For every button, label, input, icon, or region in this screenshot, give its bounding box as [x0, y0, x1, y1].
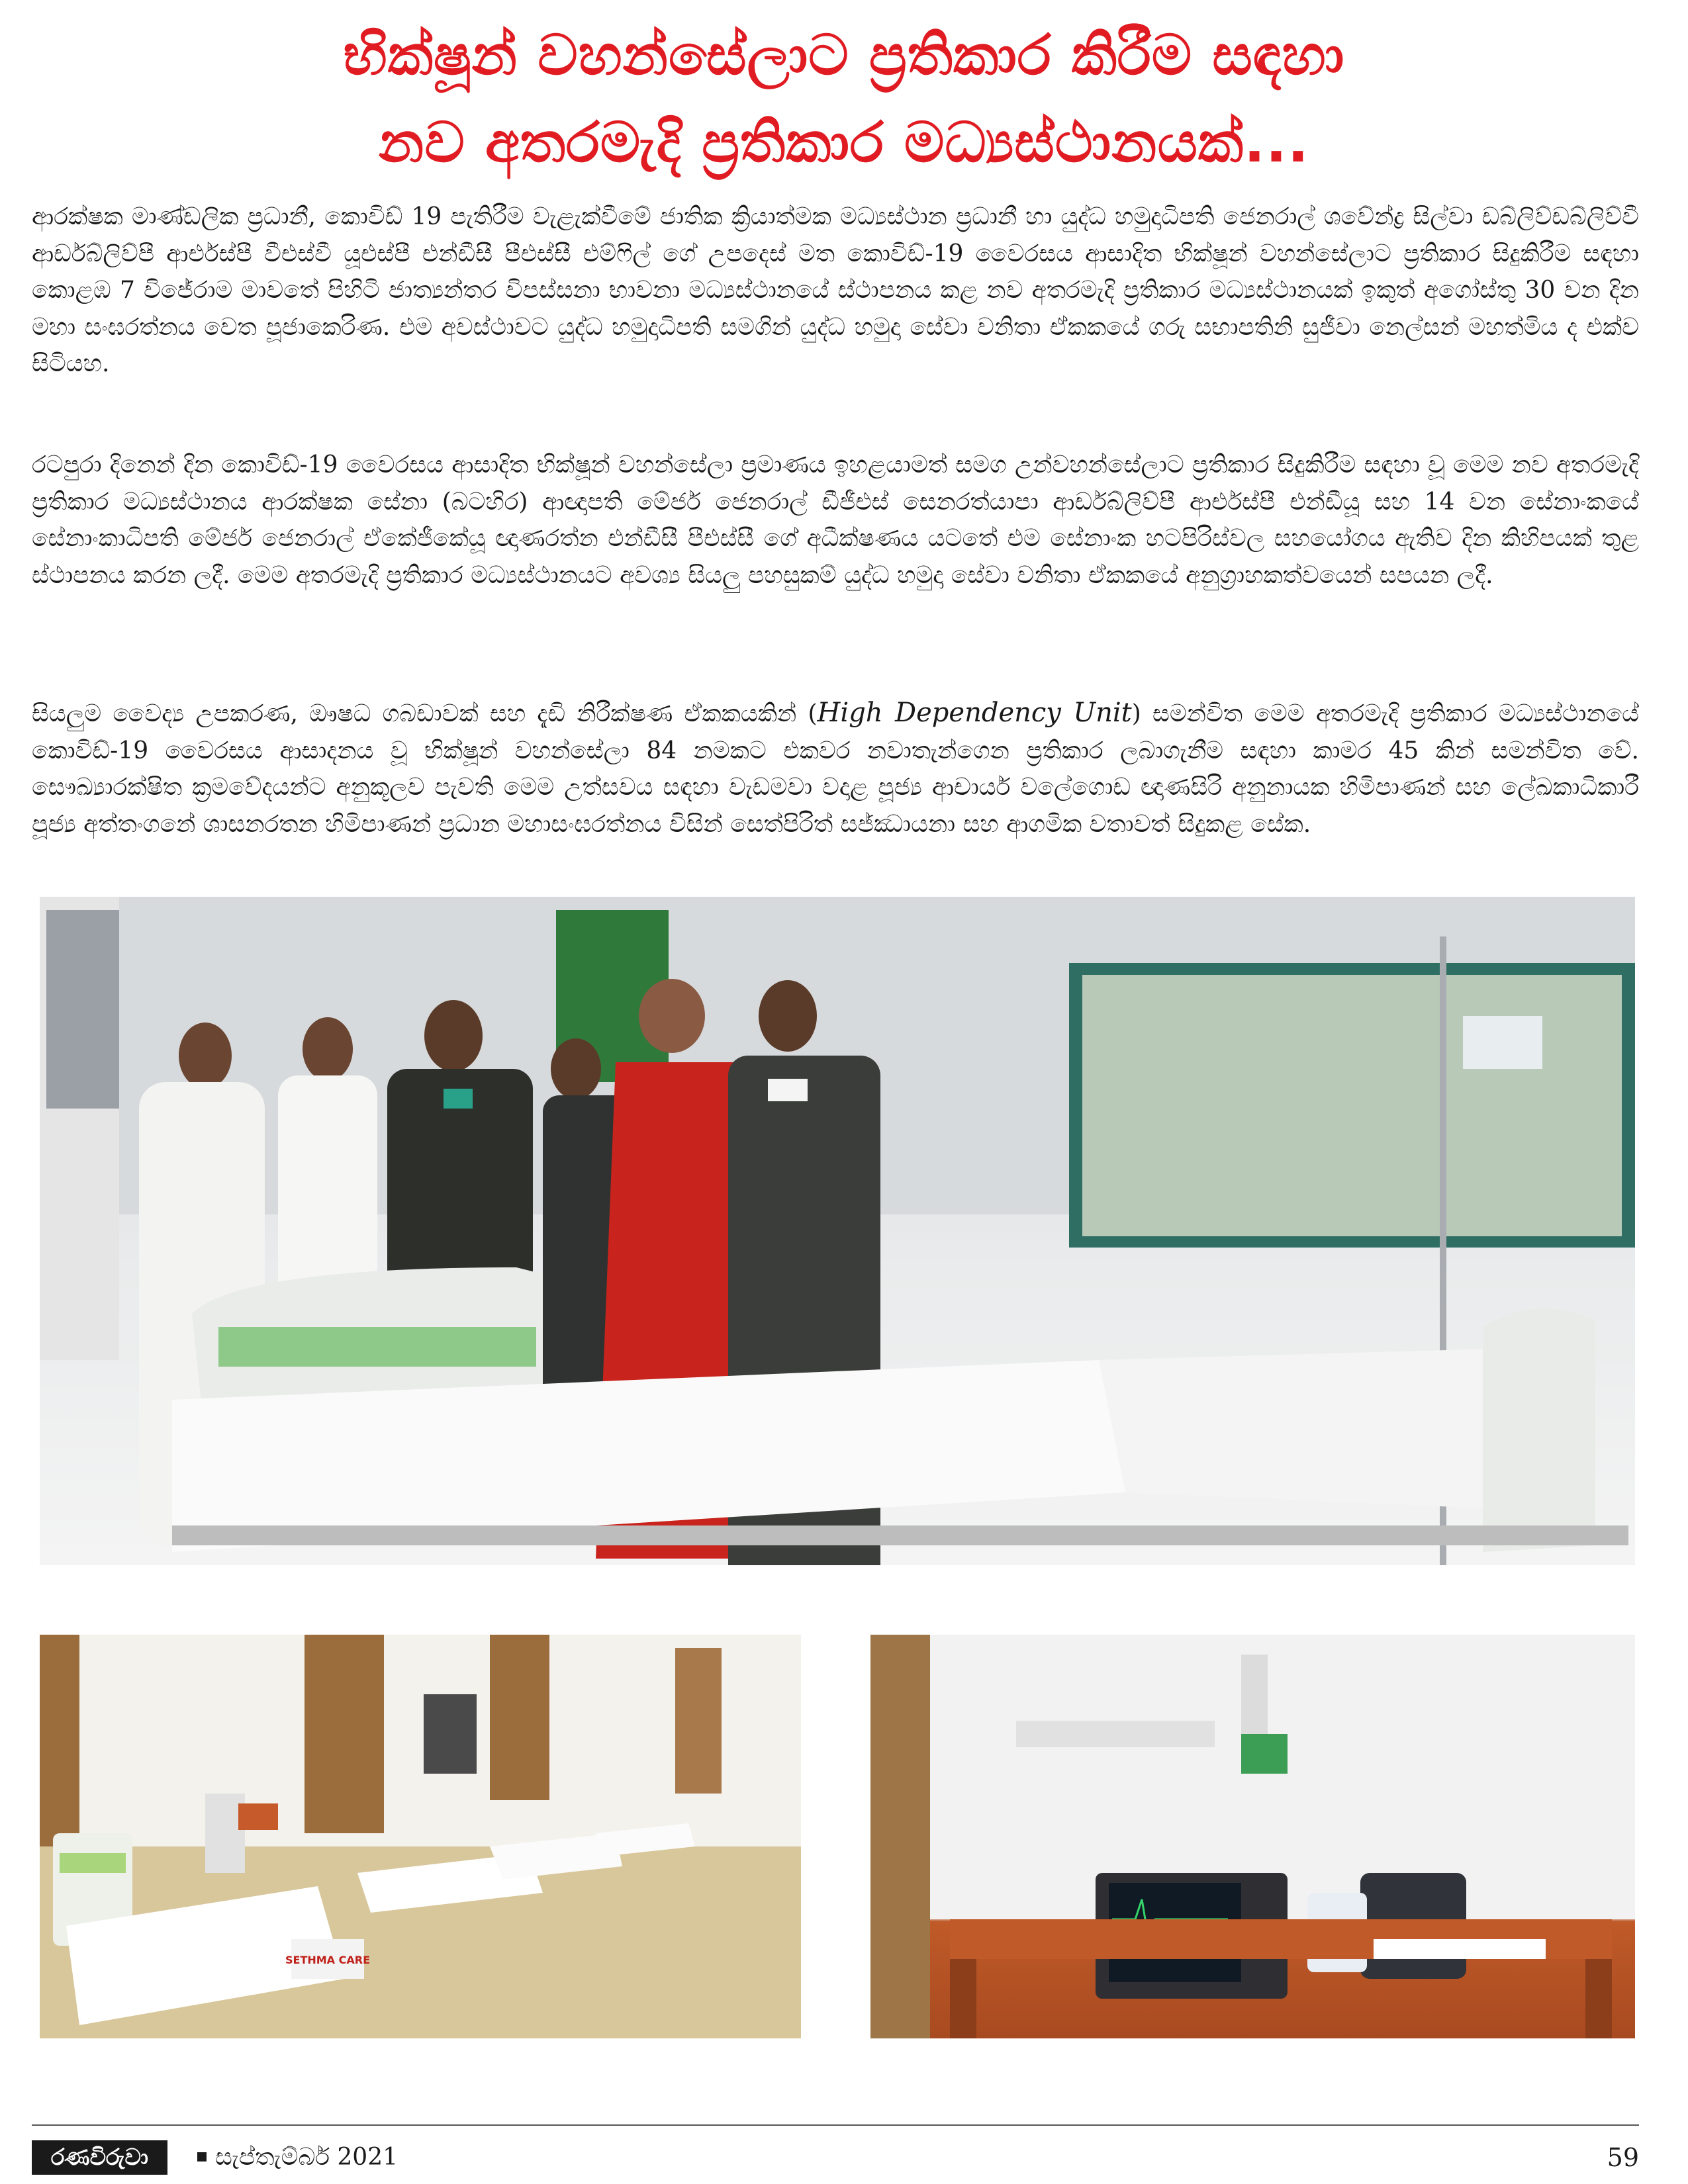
photo-ward-visit-illustration — [40, 897, 1635, 1565]
headline-line-1: භික්ෂූන් වහන්සේලාට ප්‍රතිකාර කිරීම සඳහා — [343, 23, 1345, 87]
ward-bed-sign-label: SETHMA CARE — [285, 1954, 371, 1966]
photo-ward-beds-illustration — [40, 1635, 801, 2038]
photo-medical-equipment-illustration — [870, 1635, 1635, 2038]
magazine-logo: රණවිරුවා — [32, 2140, 167, 2175]
photo-medical-equipment — [870, 1635, 1635, 2038]
page-number: 59 — [1607, 2143, 1639, 2172]
article-paragraph-2: රටපුරා දිනෙන් දින කොවිඩ්-19 වෛරසය ආසාදිත භික්ෂූන් වහන්සේලා ප්‍රමාණය ඉහළයාමත් සමග උන්වහන්සේලාට ප්‍රතිකාර සිදුකිරීම සඳහා වූ මෙම නව අතරමැදි ප්‍රතිකාර මධ්‍යස්ථානය ආරක්ෂක සේනා (බටහිර) ආඥාපති මේජර් ජෙනරාල් ඩීජීඑස් සෙනරත්යාපා ආර්ඩබ්ලිව්පී ආර්එස්පී එන්ඩීයූ සහ 14 වන සේනාංකයේ සේනාංකාධිපති මේජර් ජෙනරාල් ඒකේජීකේයූ ඥාණරත්න එන්ඩීසී පීඑස්සී ගේ අධීක්ෂණය යටතේ එම සේනාංක හටපිරිස්වල සහයෝගය ඇතිව දින කිහිපයක් තුළ ස්ථාපනය කරන ලදී. මෙම අතරමැදි ප්‍රතිකාර මධ්‍යස්ථානයට අවශ්‍ය සියලු පහසුකම් යුද්ධ හමුදා සේවා වනිතා ඒකකයේ අනුග්‍රාහකත්වයෙන් සපයන ලදී. — [32, 451, 1639, 589]
footer-divider — [32, 2124, 1639, 2126]
photo-ward-visit — [40, 897, 1635, 1565]
footer-bullet-icon — [197, 2152, 207, 2161]
paragraph-3-english-term: High Dependency Unit — [817, 698, 1132, 728]
paragraph-3-text-a: සියලුම වෛද්‍ය උපකරණ, ඖෂධ ගබඩාවක් සහ දැඩි නිරීක්ෂණ ඒකකයකින් ( — [32, 700, 818, 727]
issue-date: සැප්තැම්බර් 2021 — [215, 2144, 399, 2171]
headline-line-2: නව අතරමැදි ප්‍රතිකාර මධ්‍යස්ථානයක්... — [379, 110, 1309, 175]
article-paragraph-3 — [32, 695, 1639, 842]
paragraph-3-text-b: ) සමන්විත මෙම අතරමැදි ප්‍රතිකාර මධ්‍යස්ථානයේ කොවිඩ්-19 වෛරසය ආසාදනය වූ භික්ෂූන් වහන්සේලා 84 නමකට එකවර නවාතැන්ගෙන ප්‍රතිකාර ලබාගැනීම සඳහා කාමර 45 කින් සමන්විත වේ. සෞඛ්‍යාරක්ෂිත ක්‍රමවේදයන්ට අනුකූලව පැවති මෙම උත්සවය සඳහා වැඩමවා වදාළ පූජ්‍ය ආචාර්ය වලේගොඩ ඥාණසිරි අනුනායක හිමිපාණන් සහ ලේඛකාධිකාරී පූජ්‍ය අත්තංගනේ ශාසනරතන හිමිපාණන් ප්‍රධාන මහාසංඝරත්නය විසින් සෙත්පිරිත් සජ්ඣායනා සහ ආගමික වතාවත් සිදුකළ සේක. — [32, 700, 1639, 838]
photo-ward-beds — [40, 1635, 801, 2038]
article-paragraph-1: ආරක්ෂක මාණ්ඩලික ප්‍රධානී, කොවිඩ් 19 පැතිරීම වැළැක්වීමේ ජාතික ක්‍රියාත්මක මධ්‍යස්ථාන ප්‍රධානී හා යුද්ධ හමුදාධිපති ජෙනරාල් ශවේන්ද්‍ර සිල්වා ඩබ්ලිව්ඩබ්ලිව්වී ආර්ඩබ්ලිව්පී ආර්එස්පී වීඑස්වී යූඑස්පී එන්ඩීසී පීඑස්සී එම්ෆිල් ගේ උපදෙස් මත කොවිඩ්-19 වෛරසය ආසාදිත භික්ෂූන් වහන්සේලාට ප්‍රතිකාර සිදුකිරීම සඳහා කොළඹ 7 විජේරාම මාවතේ පිහිටි ජාත්‍යන්තර විපස්සනා භාවනා මධ්‍යස්ථානයේ ස්ථාපනය කළ නව අතරමැදි ප්‍රතිකාර මධ්‍යස්ථානයක් ඉකුත් අගෝස්තු 30 වන දින මහා සංඝරත්නය වෙත පූජාකෙරිණ. එම අවස්ථාවට යුද්ධ හමුදාධිපති සමගින් යුද්ධ හමුදා සේවා වනිතා ඒකකයේ ගරු සභාපතිනි සුජීවා නෙල්සන් මහත්මිය ද එක්ව සිටියහ. — [32, 203, 1639, 377]
